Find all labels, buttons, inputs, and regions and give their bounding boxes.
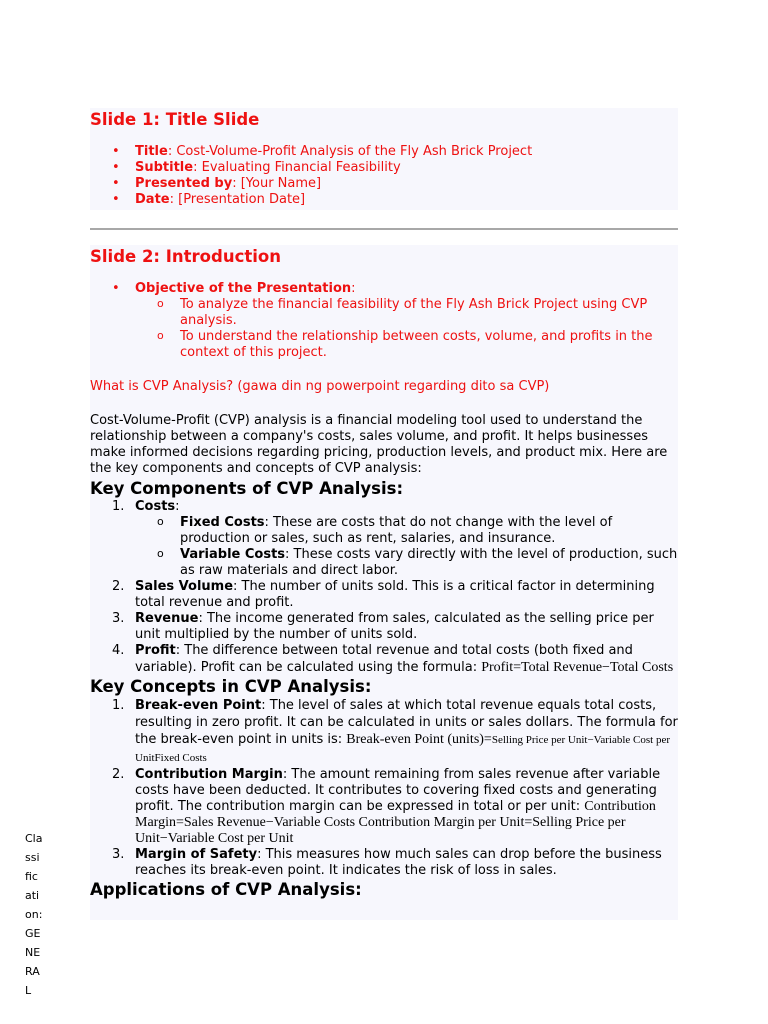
contribution-margin-formula: Contribution Margin=Sales Revenue−Variable Costs Contribution Margin per Unit=Selling Price per Unit−Variable Cost per Unit (135, 799, 656, 846)
list-item: 3. Revenue: The income generated from sales, calculated as the selling price per unit multiplied by the number of units sold. (112, 611, 654, 642)
list-item (90, 176, 678, 192)
slide2-heading: Slide 2: Introduction (90, 247, 281, 266)
list-item: 1. Costs: o Fixed Costs: These are costs that do not change with the level of production or sales, such as rent, salaries, and insurance. o Variable Costs: These costs vary directly with the level of production, such as raw materials and direct labor. (90, 499, 678, 579)
components-list (90, 499, 678, 676)
profit-formula: Profit=Total Revenue−Total Costs (481, 659, 674, 675)
classification-part: Cla (25, 832, 43, 845)
variable-costs-label: Variable Costs (180, 547, 286, 562)
slide1-block (90, 108, 678, 210)
cvp-intro: Cost-Volume-Profit (CVP) analysis is a financial modeling tool used to understand the relationship between a company's costs, sales volume, and profit. It helps businesses make informed decisions regarding pricing, production levels, and product mix. Here are the key components and concepts of CVP analysis: (90, 413, 668, 476)
list-item: 4. Profit: The difference between total revenue and total costs (both fixed and variable). Profit can be calculated using the formula: Profit=Total Revenue−Total Costs (112, 643, 674, 675)
objective-sublist (135, 297, 678, 361)
item-label: Presented by (135, 176, 233, 191)
list-item: 2. Contribution Margin: The amount remaining from sales revenue after variable costs have been deducted. It contributes to covering fixed costs and generating profit. The contribution margin can be expressed in total or per unit: Contribution Margin=Sales Revenue−Variable Costs Contribution Margin per Unit=Selling Price per Unit−Variable Cost per Unit (112, 767, 661, 846)
item-value: : [Your Name] (232, 176, 322, 191)
applications-heading: Applications of CVP Analysis: (90, 880, 362, 899)
item-label: Date (135, 192, 170, 207)
classification-label (25, 829, 49, 1000)
list-item: 1. Break-even Point: The level of sales at which total revenue equals total costs, resulting in zero profit. It can be calculated in units or sales dollars. The formula for the break-even point in units is: Break-even Point (units)=Selling Price per Unit−Variable Cost per UnitFixed Costs (112, 698, 678, 764)
classification-part: ssi (25, 851, 40, 864)
components-heading: Key Components of CVP Analysis: (90, 479, 404, 498)
list-item (90, 160, 678, 176)
classification-part: GE (25, 927, 41, 940)
concepts-heading: Key Concepts in CVP Analysis: (90, 677, 372, 696)
horizontal-divider (90, 228, 678, 230)
item-value: : Evaluating Financial Feasibility (193, 160, 401, 175)
break-even-label: Break-even Point (135, 698, 262, 713)
classification-part: fic (25, 870, 38, 883)
item-label: Subtitle (135, 160, 194, 175)
slide1-list (90, 144, 678, 208)
cvp-question: What is CVP Analysis? (gawa din ng powerpoint regarding dito sa CVP) (90, 379, 550, 394)
costs-sublist (135, 515, 678, 579)
item-value: : [Presentation Date] (169, 192, 306, 207)
margin-of-safety-label: Margin of Safety (135, 847, 258, 862)
sales-volume-label: Sales Volume (135, 579, 234, 594)
objective-list (90, 281, 678, 361)
list-item: o Variable Costs: These costs vary directly with the level of production, such as raw materials and direct labor. (135, 547, 678, 579)
item-label: Title (135, 144, 168, 159)
classification-part: RA (25, 965, 40, 978)
revenue-label: Revenue (135, 611, 199, 626)
list-item (90, 281, 678, 361)
fixed-costs-label: Fixed Costs (180, 515, 265, 530)
list-item: o Fixed Costs: These are costs that do not change with the level of production or sales, such as rent, salaries, and insurance. (135, 515, 678, 547)
break-even-fraction: Selling Price per Unit−Variable Cost per UnitFixed Costs (135, 734, 671, 764)
list-item: o To understand the relationship between costs, volume, and profits in the context of this project. (135, 329, 678, 361)
profit-label: Profit (135, 643, 176, 658)
slide2-block (90, 245, 678, 920)
list-item (90, 192, 678, 208)
list-item: 2. Sales Volume: The number of units sold. This is a critical factor in determining total revenue and profit. (112, 579, 655, 610)
costs-label: Costs (135, 499, 176, 514)
classification-part: NE (25, 946, 41, 959)
classification-part: L (25, 984, 32, 997)
classification-part: on: (25, 908, 43, 921)
contribution-margin-label: Contribution Margin (135, 767, 283, 782)
item-value: : Cost-Volume-Profit Analysis of the Fly Ash Brick Project (167, 144, 533, 159)
list-item (90, 144, 678, 160)
break-even-formula: Break-even Point (units)= (346, 732, 492, 747)
list-item: o To analyze the financial feasibility of the Fly Ash Brick Project using CVP analysis. (135, 297, 678, 329)
objective-colon: : (351, 281, 356, 296)
concepts-list (90, 697, 678, 879)
objective-label: Objective of the Presentation (135, 281, 352, 296)
classification-part: ati (25, 889, 40, 902)
list-item: 3. Margin of Safety: This measures how much sales can drop before the business reaches its break-even point. It indicates the risk of loss in sales. (112, 847, 662, 878)
slide1-heading: Slide 1: Title Slide (90, 110, 260, 129)
